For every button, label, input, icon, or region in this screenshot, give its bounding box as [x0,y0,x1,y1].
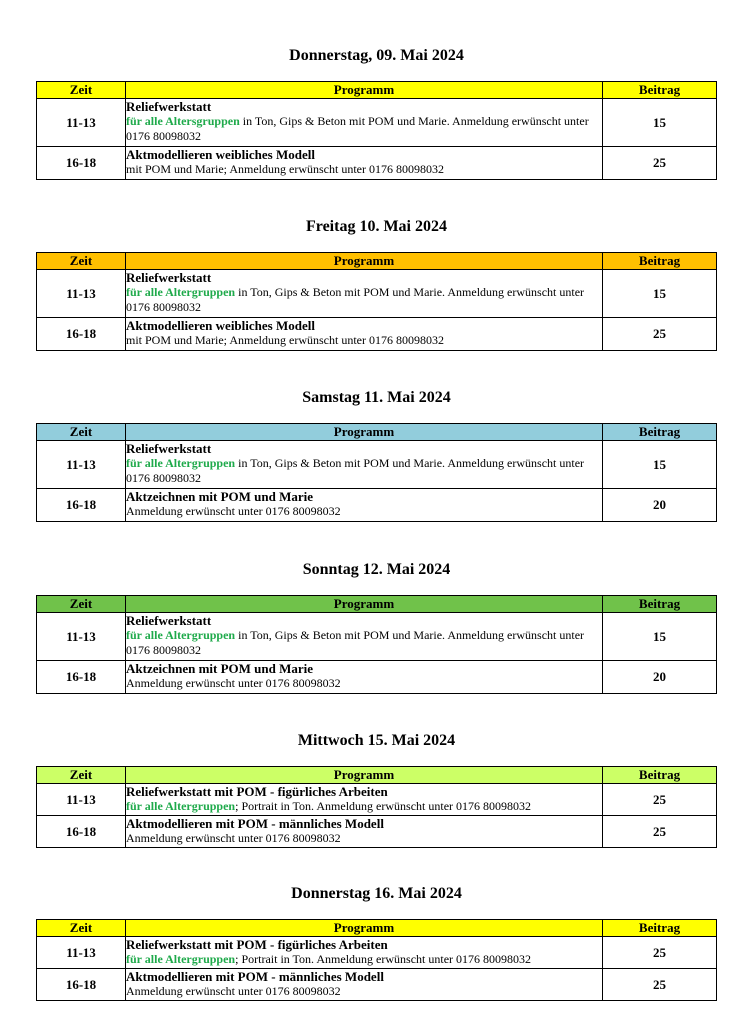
program-description [126,285,602,315]
table-row [37,489,717,522]
day-title: Mittwoch 15. Mai 2024 [297,732,456,749]
schedule-table [36,81,717,180]
day-title: Donnerstag, 09. Mai 2024 [289,47,464,64]
age-group-highlight: für alle Altergruppen [126,952,236,966]
fee-cell: 15 [603,270,717,318]
table-header-row [37,424,717,441]
header-program: Programm [126,82,603,99]
program-cell [126,661,603,694]
header-fee: Beitrag [603,596,717,613]
day-section [36,388,717,522]
description-text: ; Portrait in Ton. Anmeldung erwünscht unter 0176 80098032 [235,952,532,966]
time-cell: 16-18 [37,318,126,351]
age-group-highlight: für alle Altersgruppen [126,114,240,128]
table-header-row [37,596,717,613]
program-description [126,456,602,486]
table-header-row [37,253,717,270]
header-time: Zeit [37,82,126,99]
table-row [37,969,717,1001]
schedule-table [36,595,717,694]
program-title: Reliefwerkstatt [126,613,212,628]
schedule-table [36,919,717,1001]
table-header-row [37,920,717,937]
table-header-row [37,767,717,784]
header-time: Zeit [37,596,126,613]
program-cell [126,441,603,489]
schedule-table [36,766,717,848]
header-fee: Beitrag [603,82,717,99]
time-cell: 11-13 [37,270,126,318]
description-text: in Ton, Gips & Beton mit POM und Marie. Anmeldung erwünscht unter 0176 80098032 [126,628,585,657]
description-text: in Ton, Gips & Beton mit POM und Marie. Anmeldung erwünscht unter 0176 80098032 [126,456,585,485]
table-row [37,147,717,180]
table-row [37,661,717,694]
program-cell [126,613,603,661]
day-title: Freitag 10. Mai 2024 [305,218,447,235]
time-cell: 11-13 [37,784,126,816]
description-text: Anmeldung erwünscht unter 0176 80098032 [126,676,341,690]
time-cell: 16-18 [37,489,126,522]
age-group-highlight: für alle Altergruppen [126,628,236,642]
header-time: Zeit [37,767,126,784]
program-description [126,504,602,519]
program-description [126,984,602,999]
program-title: Aktmodellieren weibliches Modell [126,318,315,333]
day-section [36,560,717,694]
time-cell: 16-18 [37,969,126,1001]
description-text: in Ton, Gips & Beton mit POM und Marie. Anmeldung erwünscht unter 0176 80098032 [126,114,589,143]
header-fee: Beitrag [603,767,717,784]
fee-cell: 25 [603,784,717,816]
header-program: Programm [126,424,603,441]
schedule-table [36,252,717,351]
fee-cell: 20 [603,661,717,694]
fee-cell: 15 [603,613,717,661]
table-row [37,99,717,147]
program-title: Aktzeichnen mit POM und Marie [126,661,314,676]
program-description [126,333,602,348]
program-description [126,628,602,658]
time-cell: 11-13 [37,937,126,969]
program-title: Reliefwerkstatt [126,99,212,114]
schedule-table [36,423,717,522]
time-cell: 16-18 [37,816,126,848]
age-group-highlight: für alle Altergruppen [126,285,236,299]
program-title: Aktmodellieren weibliches Modell [126,147,315,162]
table-row [37,816,717,848]
fee-cell: 25 [603,147,717,180]
program-description [126,676,602,691]
header-program: Programm [126,596,603,613]
day-section [36,884,717,1001]
program-title: Reliefwerkstatt mit POM - figürliches Arbeiten [126,784,388,799]
program-cell [126,318,603,351]
description-text: Anmeldung erwünscht unter 0176 80098032 [126,984,341,998]
header-fee: Beitrag [603,920,717,937]
table-row [37,441,717,489]
fee-cell: 15 [603,99,717,147]
program-cell [126,99,603,147]
program-title: Aktmodellieren mit POM - männliches Modell [126,969,384,984]
program-description [126,831,602,846]
age-group-highlight: für alle Altergruppen [126,799,236,813]
program-description [126,952,602,967]
age-group-highlight: für alle Altergruppen [126,456,236,470]
table-row [37,937,717,969]
header-fee: Beitrag [603,424,717,441]
description-text: Anmeldung erwünscht unter 0176 80098032 [126,831,341,845]
description-text: mit POM und Marie; Anmeldung erwünscht unter 0176 80098032 [126,162,444,176]
time-cell: 11-13 [37,613,126,661]
day-title: Sonntag 12. Mai 2024 [302,561,451,578]
program-cell [126,969,603,1001]
program-description [126,799,602,814]
fee-cell: 25 [603,937,717,969]
program-cell [126,816,603,848]
time-cell: 16-18 [37,661,126,694]
day-title: Samstag 11. Mai 2024 [302,389,451,406]
table-row [37,613,717,661]
program-title: Reliefwerkstatt [126,441,212,456]
header-time: Zeit [37,920,126,937]
table-row [37,784,717,816]
fee-cell: 25 [603,318,717,351]
program-description [126,114,602,144]
day-section [36,46,717,180]
program-title: Reliefwerkstatt [126,270,212,285]
program-cell [126,147,603,180]
time-cell: 11-13 [37,99,126,147]
fee-cell: 15 [603,441,717,489]
time-cell: 11-13 [37,441,126,489]
table-header-row [37,82,717,99]
program-cell [126,784,603,816]
program-description [126,162,602,177]
header-program: Programm [126,920,603,937]
header-time: Zeit [37,424,126,441]
program-cell [126,270,603,318]
time-cell: 16-18 [37,147,126,180]
program-cell [126,937,603,969]
day-section [36,731,717,848]
description-text: in Ton, Gips & Beton mit POM und Marie. Anmeldung erwünscht unter 0176 80098032 [126,285,585,314]
table-row [37,270,717,318]
description-text: ; Portrait in Ton. Anmeldung erwünscht unter 0176 80098032 [235,799,532,813]
description-text: mit POM und Marie; Anmeldung erwünscht unter 0176 80098032 [126,333,444,347]
fee-cell: 20 [603,489,717,522]
header-time: Zeit [37,253,126,270]
fee-cell: 25 [603,969,717,1001]
program-title: Aktmodellieren mit POM - männliches Modell [126,816,384,831]
header-program: Programm [126,767,603,784]
program-title: Reliefwerkstatt mit POM - figürliches Arbeiten [126,937,388,952]
table-row [37,318,717,351]
day-section [36,217,717,351]
header-program: Programm [126,253,603,270]
header-fee: Beitrag [603,253,717,270]
program-cell [126,489,603,522]
description-text: Anmeldung erwünscht unter 0176 80098032 [126,504,341,518]
day-title: Donnerstag 16. Mai 2024 [291,885,462,902]
program-title: Aktzeichnen mit POM und Marie [126,489,314,504]
fee-cell: 25 [603,816,717,848]
